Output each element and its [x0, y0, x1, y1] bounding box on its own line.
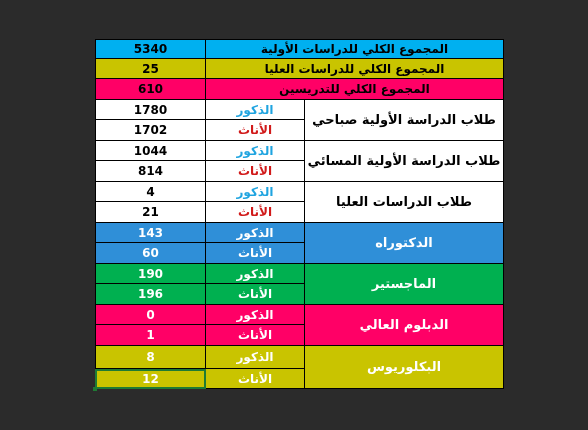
group-female-value[interactable]: 60: [95, 243, 206, 264]
group-male-value[interactable]: 4: [95, 182, 206, 202]
group-male-value[interactable]: 0: [95, 305, 206, 325]
teaching-total-label[interactable]: المجموع الكلي للتدريسين: [206, 79, 504, 100]
postgrad-total-value[interactable]: 25: [95, 59, 206, 79]
group-female-label[interactable]: الأناث: [206, 243, 305, 264]
spreadsheet-grid: [95, 39, 504, 389]
group-label[interactable]: طلاب الدراسة الأولية المسائي: [305, 141, 504, 182]
group-female-value[interactable]: 1702: [95, 120, 206, 141]
group-female-value[interactable]: 21: [95, 202, 206, 223]
group-male-label[interactable]: الذكور: [206, 305, 305, 325]
group-male-label[interactable]: الذكور: [206, 182, 305, 202]
group-male-label[interactable]: الذكور: [206, 141, 305, 161]
group-female-label[interactable]: الأناث: [206, 369, 305, 389]
group-male-value[interactable]: 8: [95, 346, 206, 369]
group-male-label[interactable]: الذكور: [206, 346, 305, 369]
group-female-label[interactable]: الأناث: [206, 120, 305, 141]
group-female-label[interactable]: الأناث: [206, 202, 305, 223]
group-female-value[interactable]: 814: [95, 161, 206, 182]
group-label[interactable]: طلاب الدراسات العليا: [305, 182, 504, 223]
group-male-value[interactable]: 1044: [95, 141, 206, 161]
group-male-label[interactable]: الذكور: [206, 223, 305, 243]
group-male-label[interactable]: الذكور: [206, 100, 305, 120]
postgrad-total-label[interactable]: المجموع الكلي للدراسات العليا: [206, 59, 504, 79]
group-female-value[interactable]: 12: [95, 369, 206, 389]
group-male-value[interactable]: 143: [95, 223, 206, 243]
group-female-value[interactable]: 196: [95, 284, 206, 305]
group-female-label[interactable]: الأناث: [206, 284, 305, 305]
group-label[interactable]: طلاب الدراسة الأولية صباحي: [305, 100, 504, 141]
undergrad-total-label[interactable]: المجموع الكلي للدراسات الأولية: [206, 39, 504, 59]
undergrad-total-value[interactable]: 5340: [95, 39, 206, 59]
group-female-value[interactable]: 1: [95, 325, 206, 346]
fill-handle[interactable]: [93, 387, 97, 391]
group-label[interactable]: الماجستير: [305, 264, 504, 305]
teaching-total-value[interactable]: 610: [95, 79, 206, 100]
group-female-label[interactable]: الأناث: [206, 161, 305, 182]
group-label[interactable]: الدبلوم العالي: [305, 305, 504, 346]
group-label[interactable]: الدكتوراه: [305, 223, 504, 264]
group-male-value[interactable]: 1780: [95, 100, 206, 120]
group-female-label[interactable]: الأناث: [206, 325, 305, 346]
group-male-label[interactable]: الذكور: [206, 264, 305, 284]
group-male-value[interactable]: 190: [95, 264, 206, 284]
group-label[interactable]: البكلوريوس: [305, 346, 504, 389]
